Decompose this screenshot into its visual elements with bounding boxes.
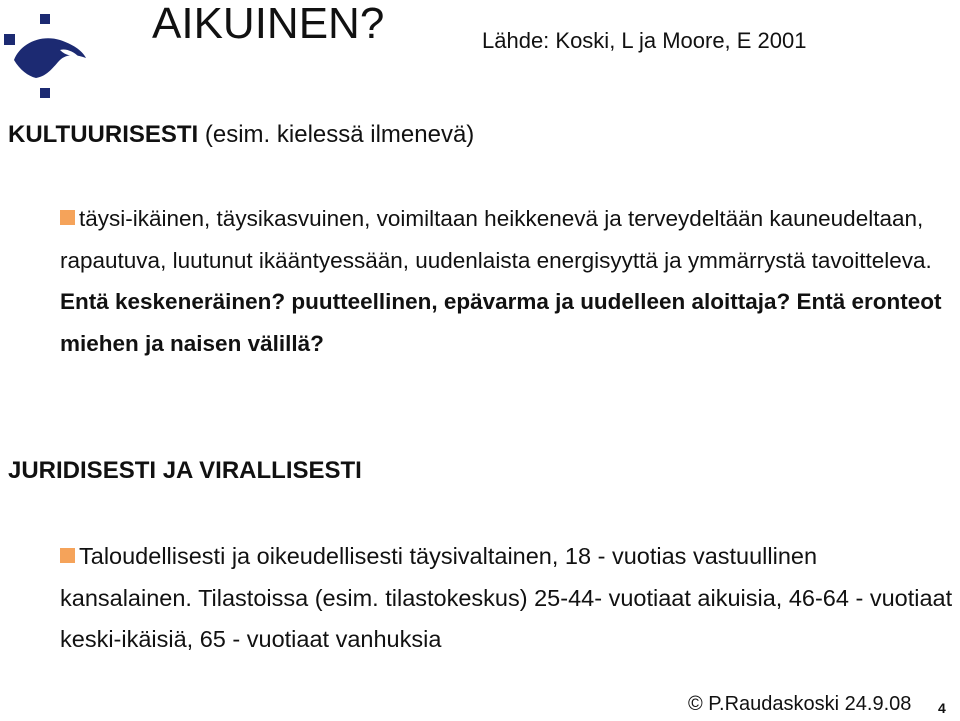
bullet-square-icon — [60, 548, 75, 563]
section-heading-cultural-bold: KULTUURISESTI — [8, 121, 199, 148]
section-heading-legal: JURIDISESTI JA VIRALLISESTI — [8, 457, 362, 484]
university-logo — [0, 4, 92, 100]
source-citation: Lähde: Koski, L ja Moore, E 2001 — [482, 28, 807, 53]
copyright-footer: © P.Raudaskoski 24.9.08 — [688, 693, 912, 715]
page-title: AIKUINEN? — [152, 0, 385, 48]
section-heading-cultural-rest: (esim. kielessä ilmenevä) — [198, 121, 475, 148]
bullet-paragraph-cultural — [60, 198, 955, 364]
bullet-square-icon — [60, 210, 75, 225]
bullet-text-normal: täysi-ikäinen, täysikasvuinen, voimiltaan heikkenevä ja terveydeltään kauneudeltaan, rapautuva, luutunut ikääntyessään, uudenlaista energisyyttä ja ymmärrystä tavoitteleva. — [60, 206, 932, 273]
section-heading-cultural — [8, 120, 474, 150]
page-number: 4 — [938, 700, 946, 716]
bullet-paragraph-legal — [60, 536, 955, 661]
bullet-text-bold: Entä keskeneräinen? puutteellinen, epävarma ja uudelleen aloittaja? Entä eronteot miehen ja naisen välillä? — [60, 289, 942, 356]
bullet-text-legal: Taloudellisesti ja oikeudellisesti täysivaltainen, 18 - vuotias vastuullinen kansalainen. Tilastoissa (esim. tilastokeskus) 25-44- vuotiaat aikuisia, 46-64 - vuotiaat keski-ikäisiä, 65 - vuotiaat vanhuksia — [60, 543, 953, 652]
